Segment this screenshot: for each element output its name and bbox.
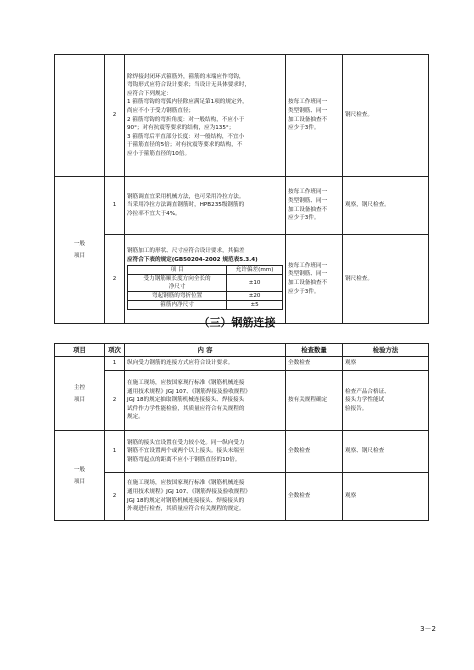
group-label: 主控 项目 [55, 357, 105, 431]
row-seq: 2 [105, 55, 125, 177]
qty-line: 按每工作班同一 [288, 262, 328, 269]
qty-line: 加工设备抽查不 [288, 206, 328, 213]
content-line: 尚应不小于受力钢筋直径； [127, 107, 195, 114]
content-line: 1 箍筋弯钩的弯弧内径除应满足第1项的规定外， [127, 99, 248, 106]
content-line: 应符合下列规定： [127, 90, 172, 97]
content-line: 90°；对有抗震等要求的结构，应为135°； [127, 125, 235, 132]
row-qty [286, 55, 343, 177]
content-line: 应小于箍筋直径的10倍。 [127, 150, 191, 157]
row-method: 观察 [343, 357, 429, 371]
header-qty: 检查数量 [286, 344, 343, 357]
qty-line: 按每工作班同一 [288, 189, 328, 196]
content-line: 钢筋弯起点的距离不应小于钢筋直径的10倍。 [127, 456, 241, 463]
qty-line: 应少于3件。 [288, 215, 320, 222]
method-line: 验报告。 [345, 405, 368, 412]
qty-line: 加工设备抽查不 [288, 280, 328, 286]
tolerance-item: 弯起钢筋的弯折位置 [128, 291, 227, 300]
row-method: 观察，钢尺检查。 [343, 177, 429, 235]
row-content [125, 55, 286, 177]
row-seq: 2 [105, 235, 125, 324]
row-qty: 全数检查 [286, 357, 343, 371]
row-qty: 按有关规程确定 [286, 371, 343, 431]
row-method: 钢尺检查。 [343, 235, 429, 324]
row-content [125, 235, 286, 324]
qty-line: 类型钢筋、同一 [288, 197, 328, 204]
row-seq: 2 [105, 371, 125, 431]
header-content: 内 容 [125, 344, 286, 357]
qty-line: 类型钢筋、同一 [288, 107, 328, 114]
lower-table [54, 343, 429, 521]
qty-line: 应少于3件。 [288, 125, 320, 132]
header-method: 检验方法 [343, 344, 429, 357]
qty-line: 按每工作班同一 [288, 99, 328, 106]
row-qty: 全数检查 [286, 431, 343, 473]
upper-table [54, 54, 429, 324]
content-line: 应符合下表的规定(GB50204-2002 规范表5.3.4) [127, 257, 258, 263]
group-label: 一般 项目 [55, 431, 105, 521]
content-line: 钢筋的接头宜设置在受力较小处。同一纵向受力 [127, 439, 245, 446]
content-line: 通用技术规程》JGJ 107、《钢筋焊接及验收规程》 [127, 488, 251, 495]
content-line: 弯钩形式应符合设计要求；当设计无具体要求时， [127, 82, 251, 89]
content-line: JGJ 18的规定抽取钢筋机械连接接头、焊接接头 [127, 397, 245, 404]
content-line: 外观进行检查，其质量应符合有关规程的规定。 [127, 506, 245, 513]
row-seq: 1 [105, 357, 125, 371]
header-seq: 项次 [105, 344, 125, 357]
qty-line: 加工设备抽查不 [288, 116, 328, 123]
tolerance-table [127, 265, 283, 310]
content-line: 2 箍筋弯钩的弯折角度：对一般结构，不应小于 [127, 116, 245, 123]
row-seq: 2 [105, 473, 125, 521]
row-qty [286, 177, 343, 235]
row-method: 观察、钢尺检查 [343, 431, 429, 473]
content-line: 当采用冷拉方法调直钢筋时，HPB235级钢筋的 [127, 202, 245, 209]
content-line: 钢筋不宜设置两个或两个以上接头。接头末端至 [127, 448, 245, 455]
qty-line: 类型钢筋、同一 [288, 271, 328, 278]
row-seq: 1 [105, 431, 125, 473]
content-line: 规定。 [127, 414, 144, 421]
header-item: 项目 [55, 344, 105, 357]
qty-line: 应少于3件。 [288, 288, 320, 295]
content-line: JGJ 18的规定对钢筋机械连接接头、焊接接头的 [127, 497, 245, 504]
row-qty: 全数检查 [286, 473, 343, 521]
method-line: 接头力学性能试 [345, 397, 385, 404]
content-line: 在施工现场，应按国家现行标准《钢筋机械连接 [127, 480, 245, 487]
content-line: 通用技术规程》JGJ 107、《钢筋焊接及验收规程》 [127, 388, 251, 395]
method-line: 检查产品合格证、 [345, 388, 390, 395]
row-content [125, 177, 286, 235]
row-method: 钢尺检查。 [343, 55, 429, 177]
tolerance-value: ±20 [227, 291, 283, 300]
row-content: 纵向受力钢筋的连接方式应符合设计要求。 [125, 357, 286, 371]
row-content [125, 371, 286, 431]
row-method: 观察 [343, 473, 429, 521]
content-line: 钢筋加工的形状、尺寸应符合设计要求，其偏差 [127, 248, 245, 255]
row-qty [286, 235, 343, 324]
tolerance-header-item: 项 目 [128, 265, 227, 274]
tolerance-value: ±10 [227, 274, 283, 291]
row-seq: 1 [105, 177, 125, 235]
content-line: 钢筋调直宜采用机械方法，也可采用冷拉方法。 [127, 193, 245, 200]
row-content [125, 473, 286, 521]
content-line: 除焊接封闭环式箍筋外，箍筋的末端应作弯钩， [127, 73, 245, 80]
tolerance-value: ±5 [227, 300, 283, 309]
upper-group-blank [55, 55, 105, 177]
content-line: 试件作力学性能检验，其质量应符合有关规程的 [127, 405, 245, 412]
content-line: 在施工现场，应按国家现行标准《钢筋机械连接 [127, 380, 245, 387]
content-line: 于箍筋直径的5倍；对有抗震等要求的结构，不 [127, 142, 243, 149]
tolerance-item: 受力钢筋顺长度方向全长的 净尺寸 [128, 274, 227, 291]
content-line: 3 箍筋弯后平直部分长度：对一般结构，不宜小 [127, 133, 245, 140]
tolerance-header-value: 允许偏差(mm) [227, 265, 283, 274]
page-number: 3－2 [420, 625, 436, 633]
section-title: （三）钢筋连接 [198, 316, 276, 329]
row-content [125, 431, 286, 473]
tolerance-item: 箍筋内净尺寸 [128, 300, 227, 309]
row-method [343, 371, 429, 431]
content-line: 冷拉率不宜大于4%。 [127, 210, 181, 217]
group-label: 一般 项目 [55, 177, 105, 324]
